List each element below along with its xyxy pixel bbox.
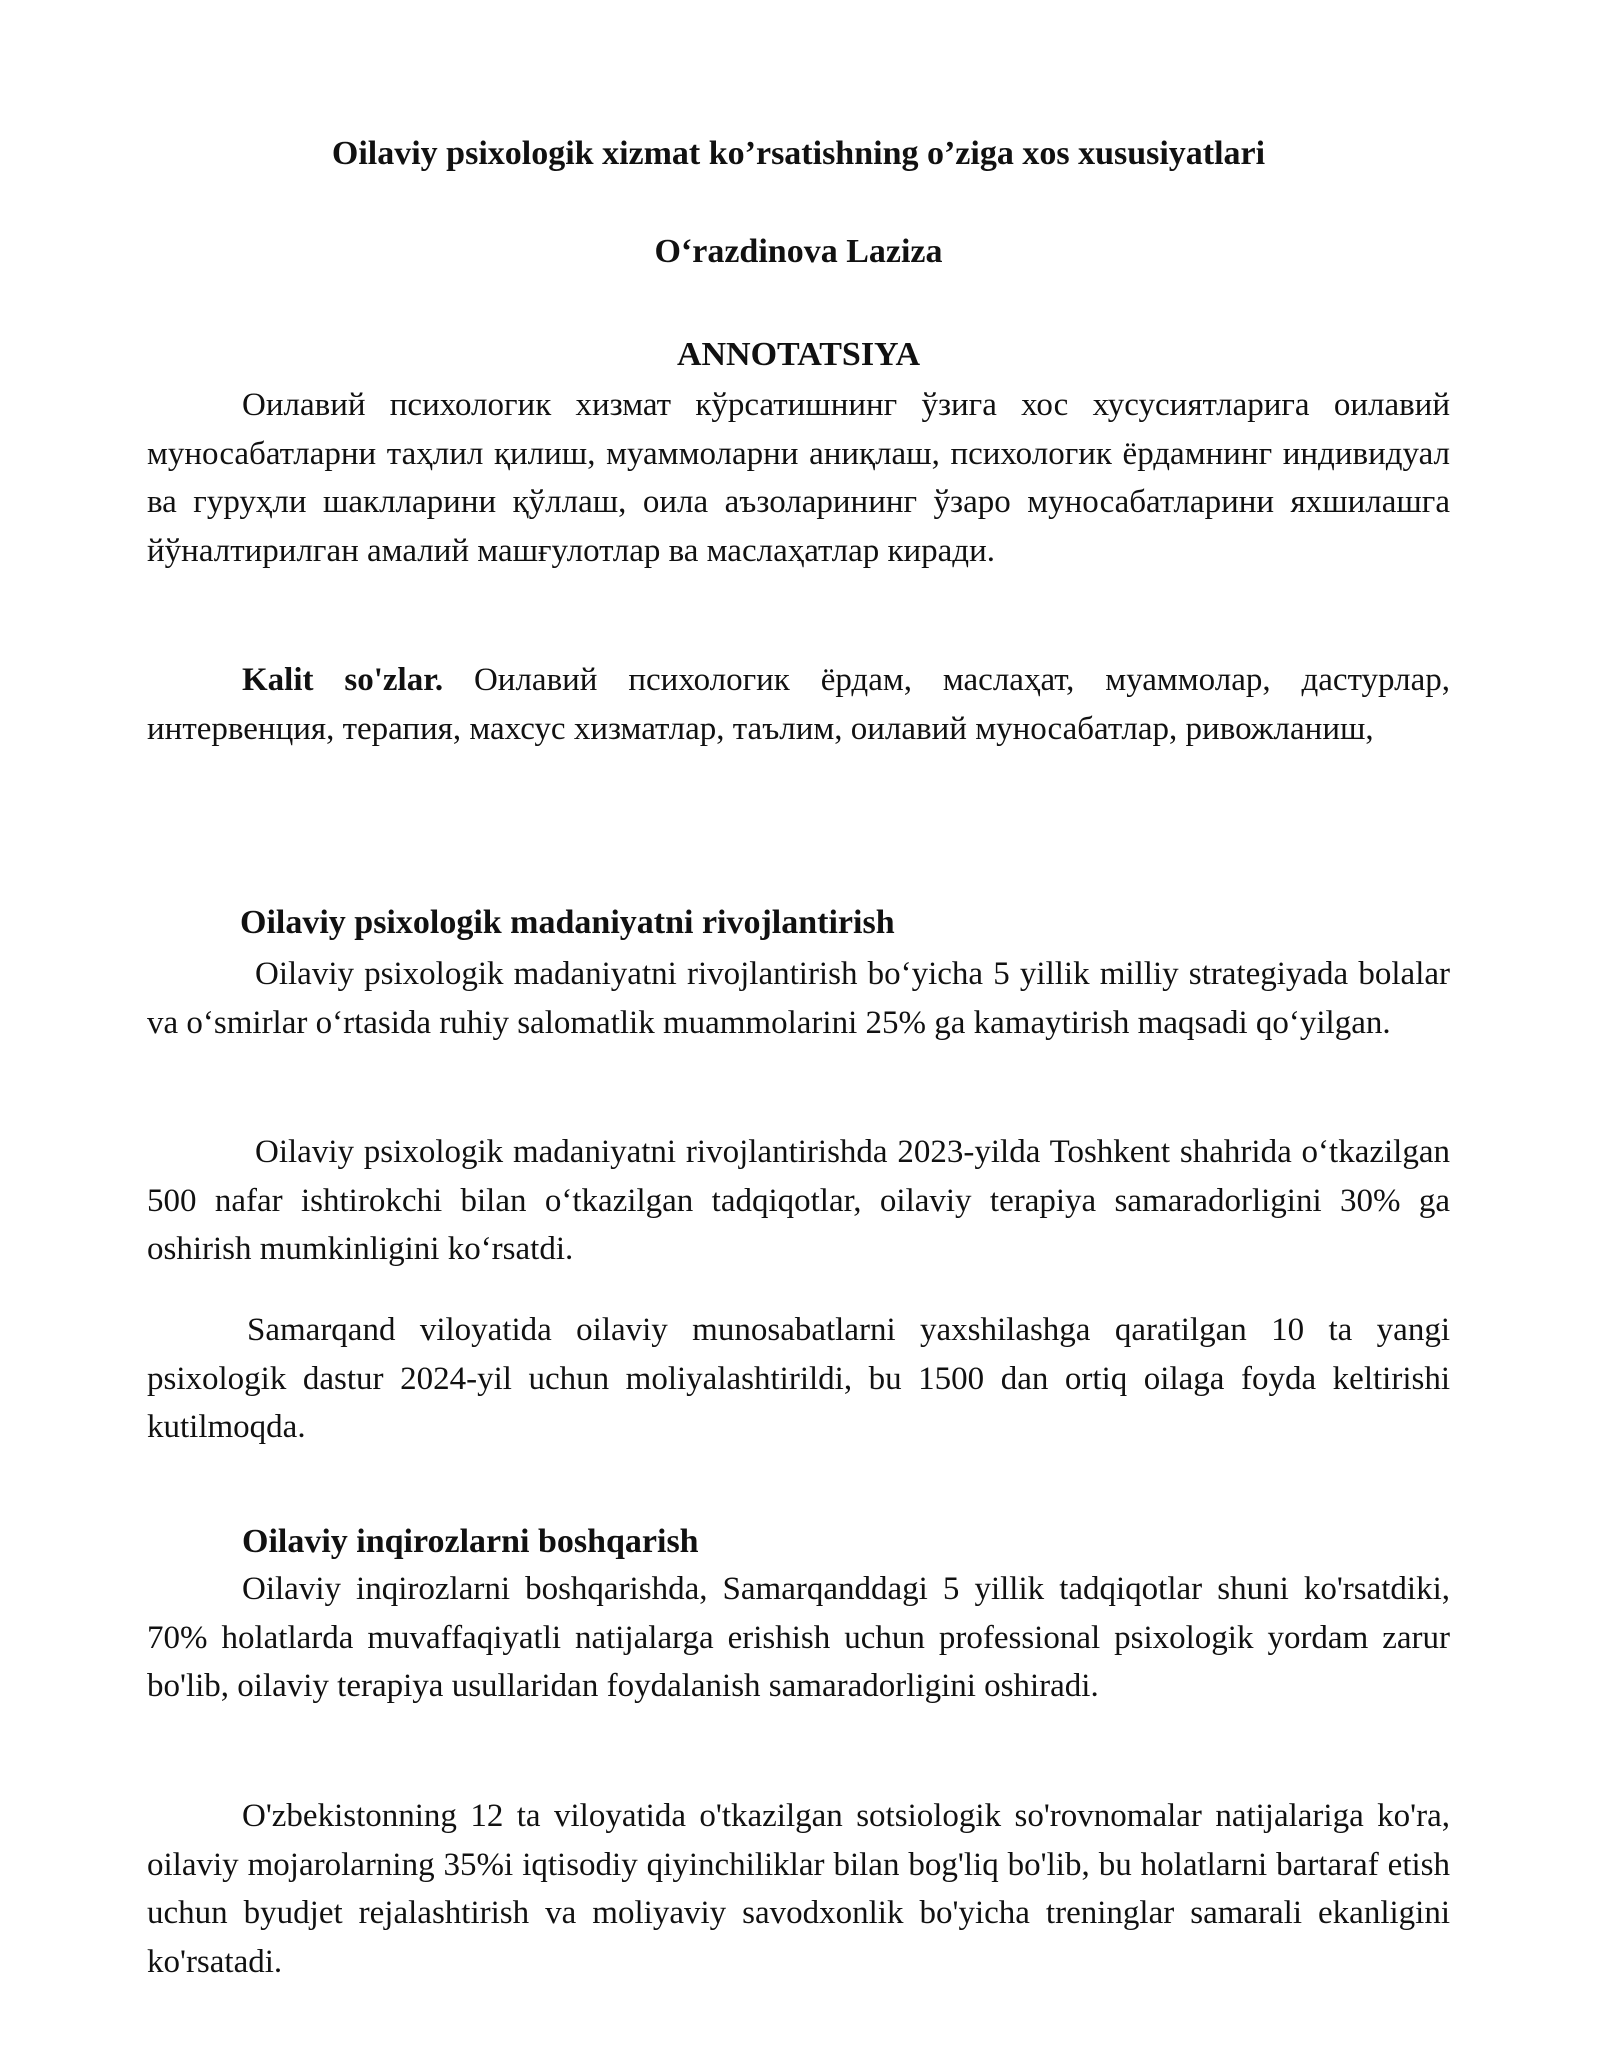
- keywords-label: Kalit so'zlar.: [242, 662, 444, 698]
- annotation-heading: ANNOTATSIYA: [676, 336, 921, 373]
- section-heading-culture: Oilaviy psixologik madaniyatni rivojlantirish: [240, 904, 895, 941]
- section-heading-crisis: Oilaviy inqirozlarni boshqarish: [242, 1523, 699, 1560]
- keywords-paragraph: [147, 656, 1450, 753]
- document-title: Oilaviy psixologik xizmat ko’rsatishning o’ziga xos xususiyatlari: [331, 135, 1266, 172]
- section2-paragraph-2: O'zbekistonning 12 ta viloyatida o'tkazilgan sotsiologik so'rovnomalar natijalariga ko'ra, oilaviy mojarolarning 35%i iqtisodiy qiyinchiliklar bilan bog'liq bo'lib, bu holatlarni bartaraf etish uchun byudjet rejalashtirish va moliyaviy savodxonlik bo'yicha treninglar samarali ekanligini ko'rsatadi.: [147, 1798, 1450, 1980]
- section1-paragraph-2: Oilaviy psixologik madaniyatni rivojlantirishda 2023-yilda Toshkent shahrida o‘tkazilgan 500 nafar ishtirokchi bilan o‘tkazilgan tadqiqotlar, oilaviy terapiya samaradorligini 30% ga oshirish mumkinligini ko‘rsatdi.: [147, 1134, 1450, 1267]
- section1-paragraph-3: Samarqand viloyatida oilaviy munosabatlarni yaxshilashga qaratilgan 10 ta yangi psixologik dastur 2024-yil uchun moliyalashtirildi, bu 1500 dan ortiq oilaga foyda keltirishi kutilmoqda.: [147, 1312, 1450, 1445]
- author-name: O‘razdinova Laziza: [654, 233, 943, 270]
- section1-paragraph-1: Oilaviy psixologik madaniyatni rivojlantirish bo‘yicha 5 yillik milliy strategiyada bolalar va o‘smirlar o‘rtasida ruhiy salomatlik muammolarini 25% ga kamaytirish maqsadi qo‘yilgan.: [147, 956, 1450, 1041]
- keywords-text: Оилавий психологик ёрдам, маслаҳат, муаммолар, дастурлар, интервенция, терапия, махсус хизматлар, таълим, оилавий муносабатлар, ривожланиш,: [147, 662, 1450, 747]
- section2-paragraph-1: Oilaviy inqirozlarni boshqarishda, Samarqanddagi 5 yillik tadqiqotlar shuni ko'rsatdiki, 70% holatlarda muvaffaqiyatli natijalarga erishish uchun professional psixologik yordam zarur bo'lib, oilaviy terapiya usullaridan foydalanish samaradorligini oshiradi.: [147, 1571, 1450, 1704]
- annotation-paragraph: Оилавий психологик хизмат кўрсатишнинг ўзига хос хусусиятларига оилавий муносабатларни таҳлил қилиш, муаммоларни аниқлаш, психологик ёрдамнинг индивидуал ва гуруҳли шаклларини қўллаш, оила аъзоларининг ўзаро муносабатларини яхшилашга йўналтирилган амалий машғулотлар ва маслаҳатлар киради.: [147, 387, 1450, 569]
